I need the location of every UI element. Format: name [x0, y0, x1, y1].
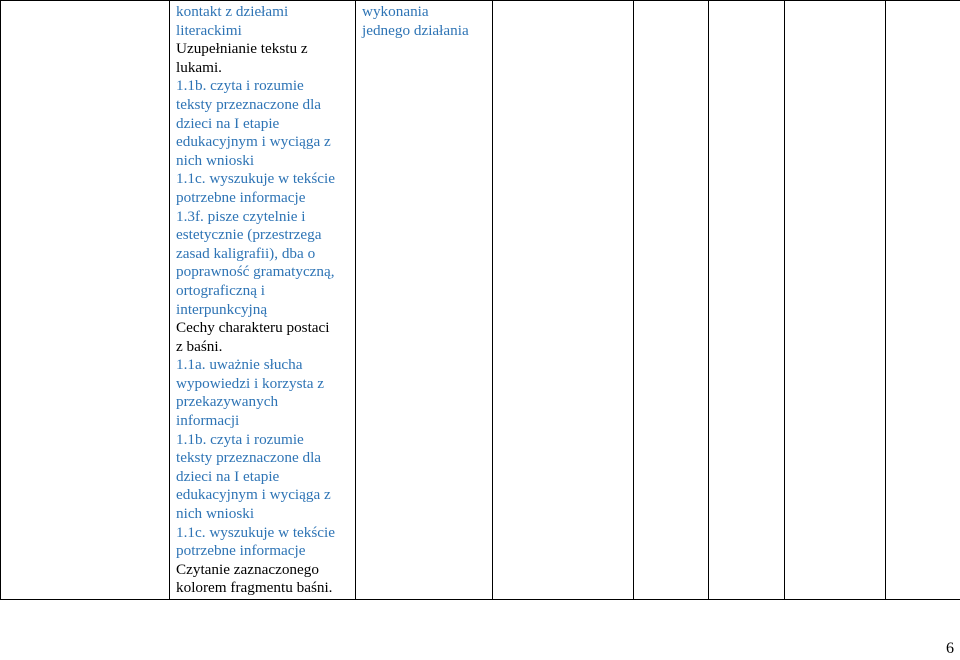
text-line: teksty przeznaczone dla — [176, 95, 322, 113]
cell-col-5 — [634, 1, 709, 600]
text-line: lukami. — [176, 58, 222, 76]
text-line: przekazywanych — [176, 393, 279, 411]
cell-col-2 — [170, 1, 356, 600]
text-line: wypowiedzi i korzysta z — [176, 374, 325, 392]
text-line: teksty przeznaczone dla — [176, 449, 322, 467]
text-line: jednego działania — [362, 21, 469, 39]
text-line: 1.1c. wyszukuje w tekście — [176, 170, 336, 188]
table-row — [1, 1, 960, 600]
text-line: nich wnioski — [176, 151, 255, 169]
text-line: z baśni. — [176, 337, 223, 355]
text-line: dzieci na I etapie — [176, 467, 280, 485]
cell-text-notes — [356, 1, 492, 40]
text-line: dzieci na I etapie — [176, 114, 280, 132]
cell-col-4 — [493, 1, 634, 600]
text-line: potrzebne informacje — [176, 542, 306, 560]
text-line: informacji — [176, 412, 240, 430]
text-line: nich wnioski — [176, 505, 255, 523]
page-number: 6 — [946, 640, 954, 657]
cell-col-1 — [1, 1, 170, 600]
text-line: poprawność gramatyczną, — [176, 263, 335, 281]
text-line: Cechy charakteru postaci — [176, 319, 330, 337]
text-line: interpunkcyjną — [176, 300, 268, 318]
cell-text-requirements — [170, 1, 355, 598]
text-line: kontakt z dziełami — [176, 3, 289, 20]
text-line: 1.1b. czyta i rozumie — [176, 430, 304, 448]
text-line: zasad kaligrafii), dba o — [176, 244, 316, 262]
text-line: Uzupełnianie tekstu z — [176, 40, 308, 58]
text-line: 1.1b. czyta i rozumie — [176, 77, 304, 95]
text-line: Czytanie zaznaczonego — [176, 560, 319, 578]
text-line: 1.1c. wyszukuje w tekście — [176, 523, 336, 541]
text-line: wykonania — [362, 3, 429, 20]
cell-col-6 — [709, 1, 785, 600]
text-line: kolorem fragmentu baśni. — [176, 579, 333, 597]
text-line: potrzebne informacje — [176, 188, 306, 206]
text-line: 1.3f. pisze czytelnie i — [176, 207, 306, 225]
text-line: ortograficzną i — [176, 281, 265, 299]
cell-col-8 — [886, 1, 960, 600]
text-line: literackimi — [176, 21, 242, 39]
text-line: edukacyjnym i wyciąga z — [176, 486, 331, 504]
text-line: edukacyjnym i wyciąga z — [176, 133, 331, 151]
cell-col-3 — [356, 1, 493, 600]
text-line: 1.1a. uważnie słucha — [176, 356, 303, 374]
cell-col-7 — [785, 1, 886, 600]
text-line: estetycznie (przestrzega — [176, 226, 322, 244]
